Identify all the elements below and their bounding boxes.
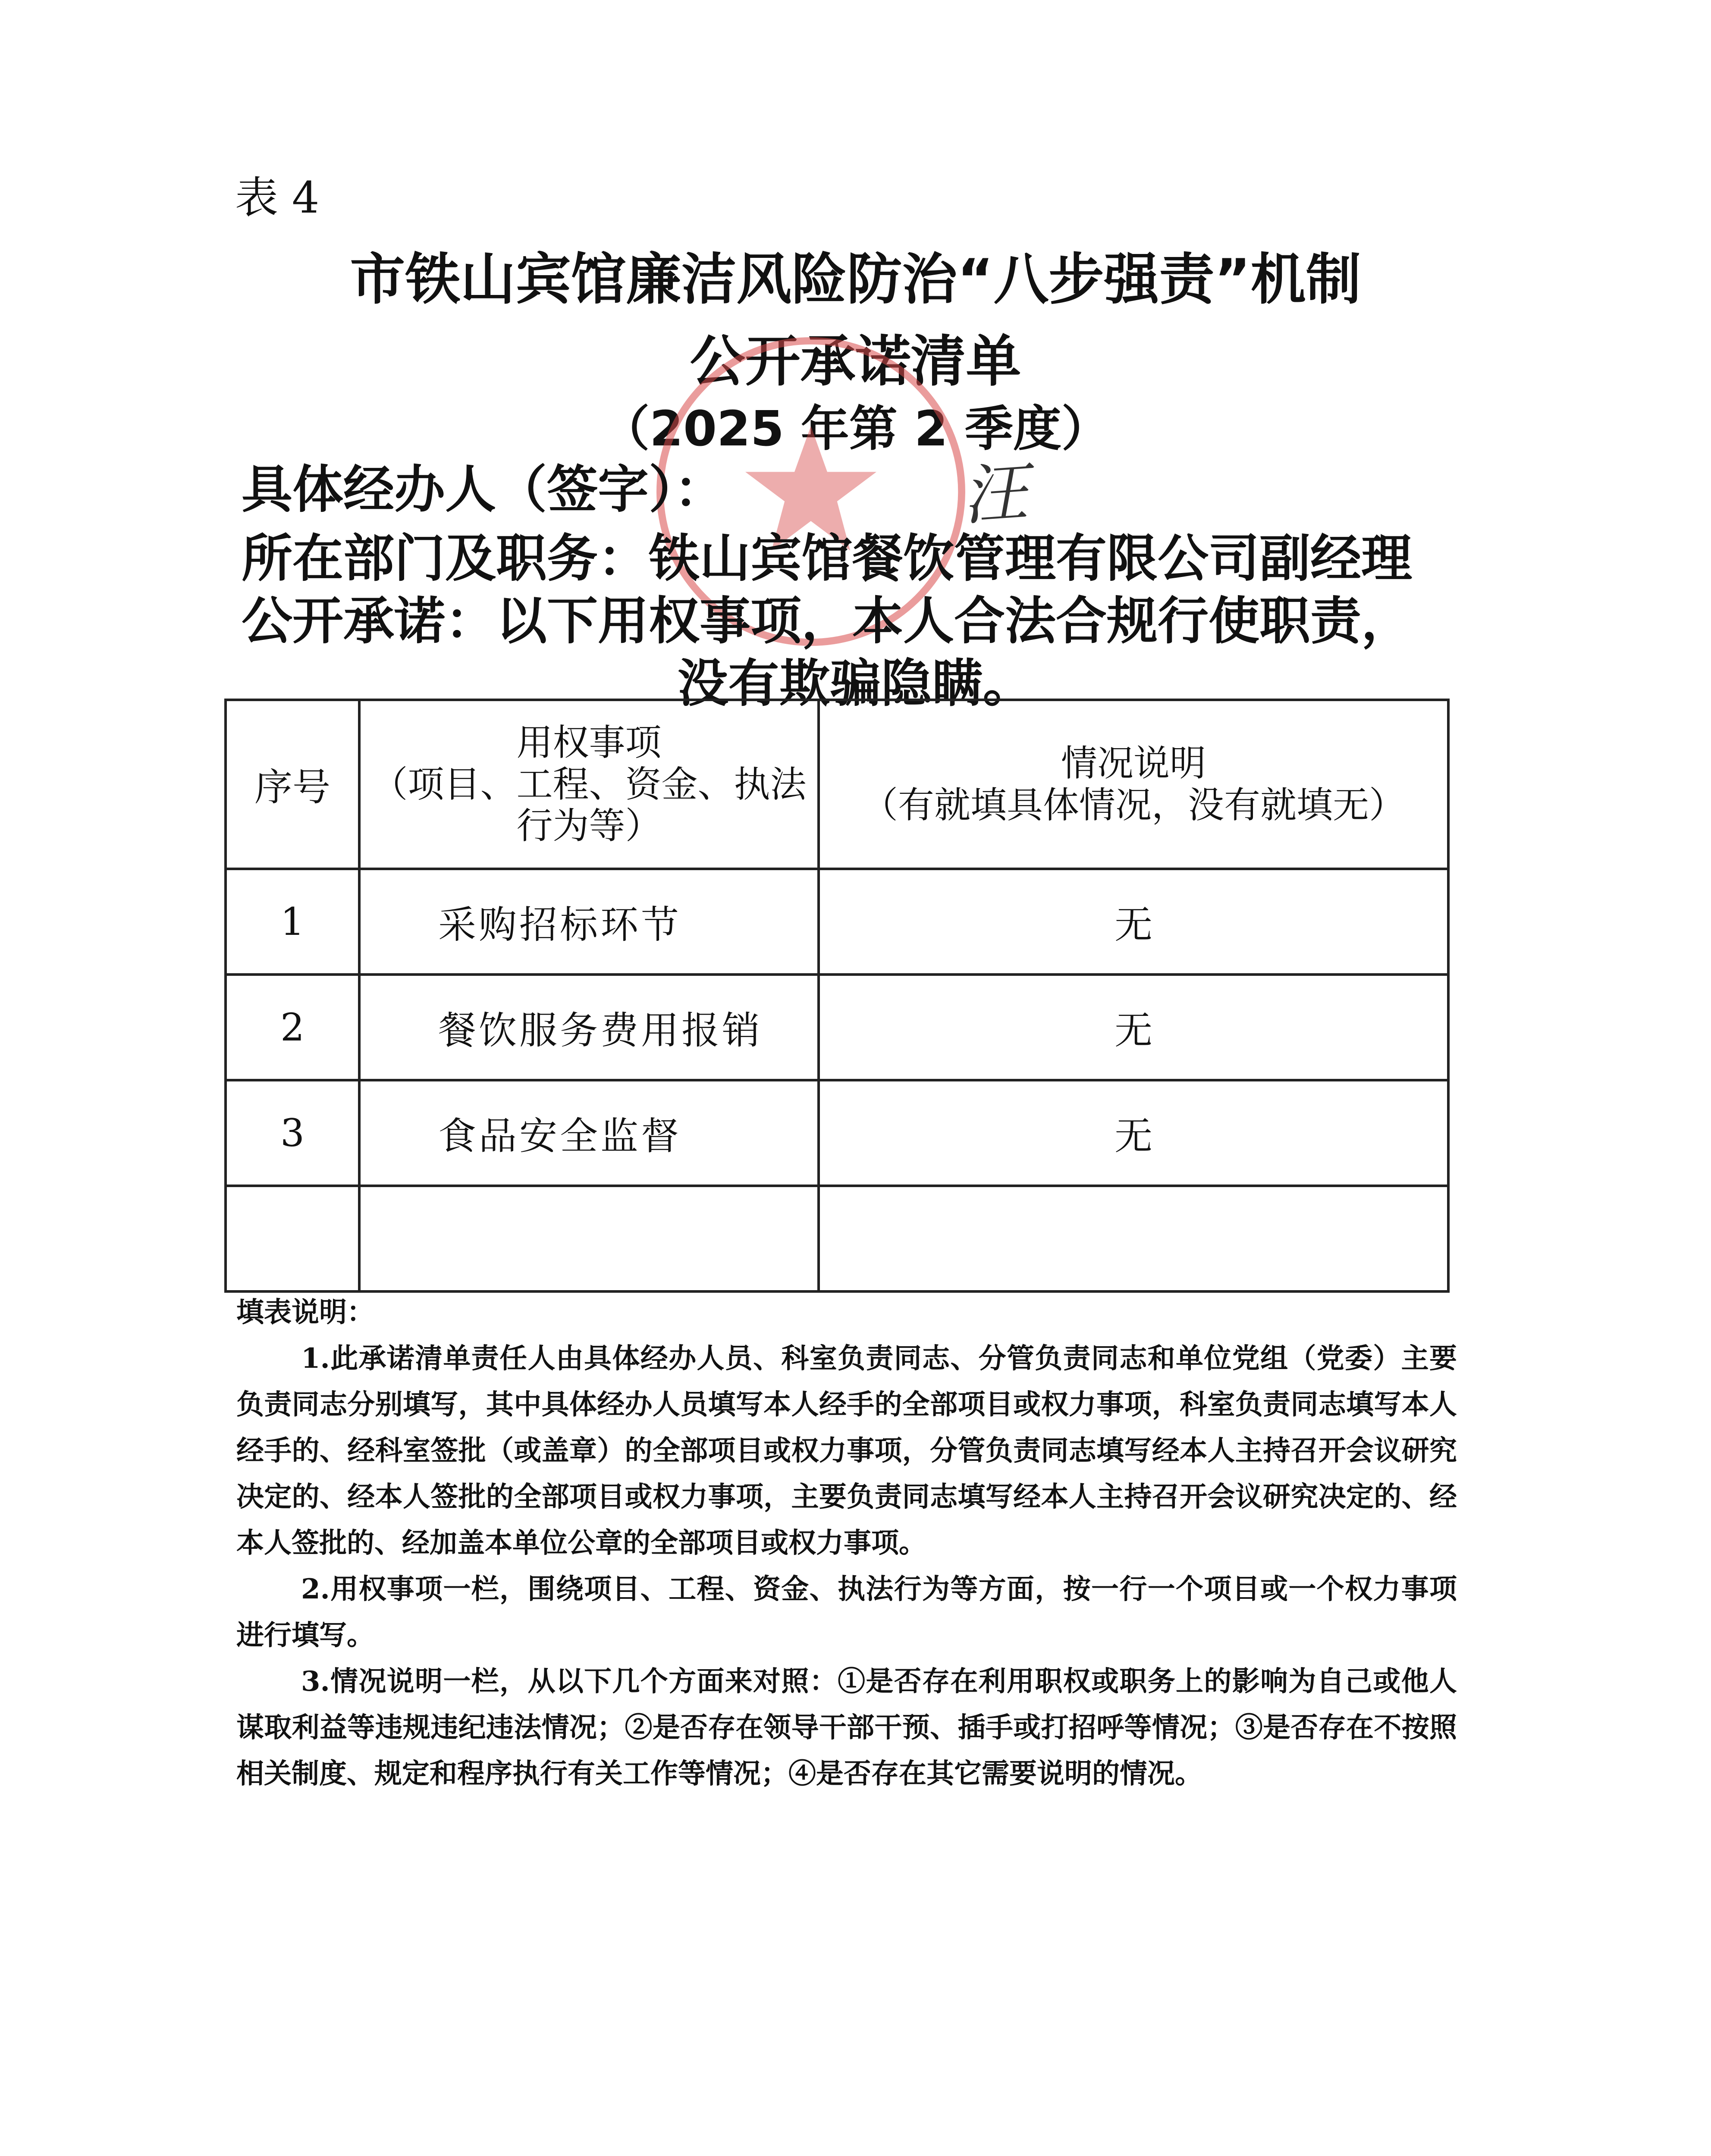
table-row — [226, 1080, 1448, 1186]
header-seq: 序号 — [226, 700, 359, 869]
row-status: 无 — [819, 975, 1448, 1080]
table-header-row — [226, 700, 1448, 869]
signer-field: 具体经办人（签字）： — [242, 460, 725, 519]
row-status: 无 — [819, 1080, 1448, 1186]
doc-subtitle: 公开承诺清单 — [690, 329, 1021, 394]
row-item: 采购招标环节 — [359, 869, 819, 975]
header-status — [819, 700, 1448, 869]
row-seq: 3 — [226, 1080, 359, 1186]
instruction-2: 2.用权事项一栏，围绕项目、工程、资金、执法行为等方面，按一行一个项目或一个权力事项进行填写。 — [236, 1573, 1457, 1651]
table-row — [226, 975, 1448, 1080]
promise-statement-cont: 没有欺骗隐瞒。 — [677, 654, 1034, 713]
header-item — [359, 700, 819, 869]
row-status — [819, 1186, 1448, 1291]
row-status: 无 — [819, 869, 1448, 975]
doc-period: （2025 年第 2 季度） — [601, 401, 1110, 457]
instruction-1: 1.此承诺清单责任人由具体经办人员、科室负责同志、分管负责同志和单位党组（党委）主要负责同志分别填写，其中具体经办人员填写本人经手的全部项目或权力事项，科室负责同志填写本人经手的、经科室签批（或盖章）的全部项目或权力事项，分管负责同志填写经本人主持召开会议研究决定的、经本人签批的全部项目或权力事项，主要负责同志填写经本人主持召开会议研究决定的、经本人签批的、经加盖本单位公章的全部项目或权力事项。 — [236, 1342, 1457, 1559]
header-item-title: 用权事项 — [516, 721, 662, 764]
row-item — [359, 1186, 819, 1291]
header-status-title: 情况说明 — [1061, 742, 1206, 785]
row-seq — [226, 1186, 359, 1291]
instruction-3: 3.情况说明一栏，从以下几个方面来对照：①是否存在利用职权或职务上的影响为自己或他人谋取利益等违规违纪违法情况；②是否存在领导干部干预、插手或打招呼等情况；③是否存在不按照相关制度、规定和程序执行有关工作等情况；④是否存在其它需要说明的情况。 — [236, 1665, 1457, 1790]
row-seq: 1 — [226, 869, 359, 975]
commitment-table — [224, 699, 1450, 1293]
row-item: 餐饮服务费用报销 — [359, 975, 819, 1080]
row-seq: 2 — [226, 975, 359, 1080]
table-row-empty — [226, 1186, 1448, 1291]
department-field: 所在部门及职务：铁山宾馆餐饮管理有限公司副经理 — [242, 529, 1413, 588]
instructions-heading: 填表说明： — [236, 1296, 374, 1329]
row-item: 食品安全监督 — [359, 1080, 819, 1186]
doc-title: 市铁山宾馆廉洁风险防治“八步强责”机制 — [350, 248, 1361, 312]
header-item-sub: （项目、工程、资金、执法行为等） — [371, 763, 807, 847]
table-label: 表 4 — [235, 172, 320, 223]
handwritten-signature: 汪 — [960, 454, 1030, 534]
table-row — [226, 869, 1448, 975]
instructions — [236, 1289, 1457, 1797]
header-status-sub: （有就填具体情况，没有就填无） — [861, 784, 1405, 826]
promise-statement: 公开承诺：以下用权事项，本人合法合规行使职责， — [242, 591, 1413, 651]
